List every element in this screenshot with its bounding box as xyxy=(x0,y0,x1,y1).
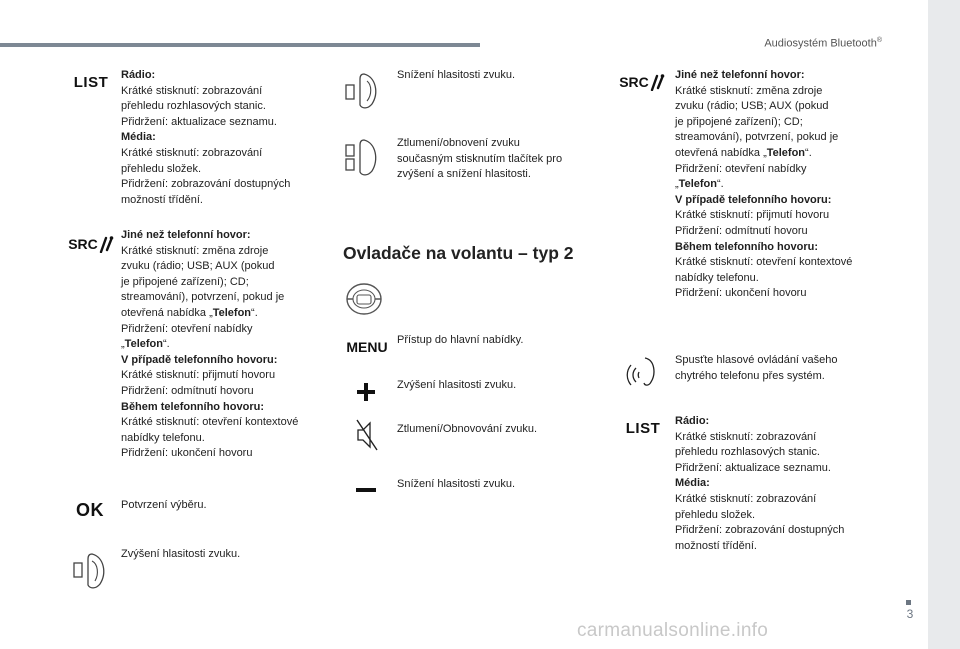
text-line: přehledu rozhlasových stanic. xyxy=(675,446,820,459)
text-line: Přidržení: zobrazování dostupných xyxy=(675,524,845,537)
menu-description: Přístup do hlavní nabídky. xyxy=(397,334,524,346)
text-line: Krátké stisknutí: otevření kontextové xyxy=(121,416,299,429)
text-line: Krátké stisknutí: změna zdroje xyxy=(121,244,269,257)
text-line: Krátké stisknutí: změna zdroje xyxy=(675,84,823,97)
text-line: Krátké stisknutí: zobrazování xyxy=(121,84,263,97)
page-number: 3 xyxy=(906,607,914,621)
text-line: nabídky telefonu. xyxy=(675,271,759,284)
text-line: zvýšení a snížení hlasitosti. xyxy=(397,168,531,181)
minus-description: Snížení hlasitosti zvuku. xyxy=(397,478,516,490)
mute-speaker-icon xyxy=(355,418,379,452)
text-line: Přidržení: ukončení hovoru xyxy=(121,447,253,460)
text-line: Média: xyxy=(675,477,710,490)
text-line: Během telefonního hovoru: xyxy=(675,240,818,253)
text-line: Přidržení: aktualizace seznamu. xyxy=(121,115,277,128)
text-line: Krátké stisknutí: přijmutí hovoru xyxy=(675,209,830,222)
plus-icon xyxy=(356,382,376,402)
page-side-band xyxy=(928,0,960,649)
text-line: je připojené zařízení); CD; xyxy=(121,275,249,288)
text-line: zvuku (rádio; USB; AUX (pokud xyxy=(121,260,275,273)
text-line: streamování), potvrzení, pokud je xyxy=(121,291,285,304)
list-button-icon: LIST xyxy=(73,73,109,91)
text-line: je připojené zařízení); CD; xyxy=(675,115,803,128)
text-line: „Telefon“. xyxy=(121,338,170,351)
text-line: Přidržení: odmítnutí hovoru xyxy=(675,224,808,237)
text-line: Přidržení: otevření nabídky xyxy=(121,322,253,335)
minus-icon xyxy=(355,486,377,494)
text-line: Krátké stisknutí: zobrazování xyxy=(121,146,263,159)
watermark: carmanualsonline.info xyxy=(577,620,769,641)
text-line: přehledu složek. xyxy=(675,508,756,521)
text-line: V případě telefonního hovoru: xyxy=(121,353,278,366)
volume-up-description: Zvýšení hlasitosti zvuku. xyxy=(121,548,241,560)
voice-description xyxy=(675,353,838,384)
ok-description: Potvrzení výběru. xyxy=(121,499,207,511)
text-line: otevřená nabídka „Telefon“. xyxy=(675,146,812,159)
text-line: „Telefon“. xyxy=(675,178,724,191)
text-line: Rádio: xyxy=(121,69,156,81)
volume-down-description: Snížení hlasitosti zvuku. xyxy=(397,69,516,81)
src-button-icon-2: SRC xyxy=(619,71,665,93)
menu-button-icon: MENU xyxy=(346,339,388,355)
text-line: zvuku (rádio; USB; AUX (pokud xyxy=(675,100,829,113)
volume-down-wheel-icon xyxy=(342,71,382,111)
page-marker xyxy=(906,600,911,605)
text-line: Přidržení: otevření nabídky xyxy=(675,162,807,175)
text-line: možností třídění. xyxy=(675,539,757,552)
text-line: nabídky telefonu. xyxy=(121,431,205,444)
text-line: přehledu složek. xyxy=(121,162,202,175)
voice-command-icon xyxy=(625,356,659,388)
text-line: přehledu rozhlasových stanic. xyxy=(121,100,266,113)
text-line: Přidržení: aktualizace seznamu. xyxy=(675,461,831,474)
header-title: Audiosystém Bluetooth® xyxy=(764,37,882,50)
ok-button-icon: OK xyxy=(76,499,104,520)
src-button-icon: SRC xyxy=(68,233,114,255)
steering-wheel-icon xyxy=(344,280,384,318)
list-button-icon-2: LIST xyxy=(625,419,661,437)
text-line: Rádio: xyxy=(675,415,710,427)
text-line: Přidržení: zobrazování dostupných xyxy=(121,178,291,191)
header-rule xyxy=(0,43,480,47)
text-line: možností třídění. xyxy=(121,193,203,206)
mute-wheel-icon xyxy=(342,137,382,179)
text-line: Krátké stisknutí: zobrazování xyxy=(675,430,817,443)
text-line: Během telefonního hovoru: xyxy=(121,400,264,413)
section-title: Ovladače na volantu – typ 2 xyxy=(343,243,574,263)
text-line: otevřená nabídka „Telefon“. xyxy=(121,306,258,319)
mute-description xyxy=(397,136,562,183)
text-line: Přidržení: ukončení hovoru xyxy=(675,287,807,300)
text-line: současným stisknutím tlačítek pro xyxy=(397,152,563,165)
mute2-description: Ztlumení/Obnovování zvuku. xyxy=(397,423,538,435)
plus-description: Zvýšení hlasitosti zvuku. xyxy=(397,379,517,391)
text-line: Přidržení: odmítnutí hovoru xyxy=(121,384,254,397)
text-line: Spusťte hlasové ovládání vašeho xyxy=(675,354,838,366)
text-line: Ztlumení/obnovení zvuku xyxy=(397,137,520,149)
list-description-2 xyxy=(675,414,844,554)
text-line: Krátké stisknutí: otevření kontextové xyxy=(675,256,853,269)
text-line: chytrého telefonu přes systém. xyxy=(675,369,825,382)
volume-up-wheel-icon xyxy=(70,551,110,591)
text-line: V případě telefonního hovoru: xyxy=(675,193,832,206)
text-line: Jiné než telefonní hovor: xyxy=(121,229,251,241)
text-line: streamování), potvrzení, pokud je xyxy=(675,131,839,144)
phone-handset-icon xyxy=(649,73,665,91)
text-line: Média: xyxy=(121,131,156,144)
phone-handset-icon xyxy=(98,235,114,253)
src-description xyxy=(121,228,298,462)
text-line: Jiné než telefonní hovor: xyxy=(675,69,805,81)
src-description-2 xyxy=(675,68,852,302)
text-line: Krátké stisknutí: přijmutí hovoru xyxy=(121,369,276,382)
text-line: Krátké stisknutí: zobrazování xyxy=(675,492,817,505)
list-description xyxy=(121,68,290,208)
